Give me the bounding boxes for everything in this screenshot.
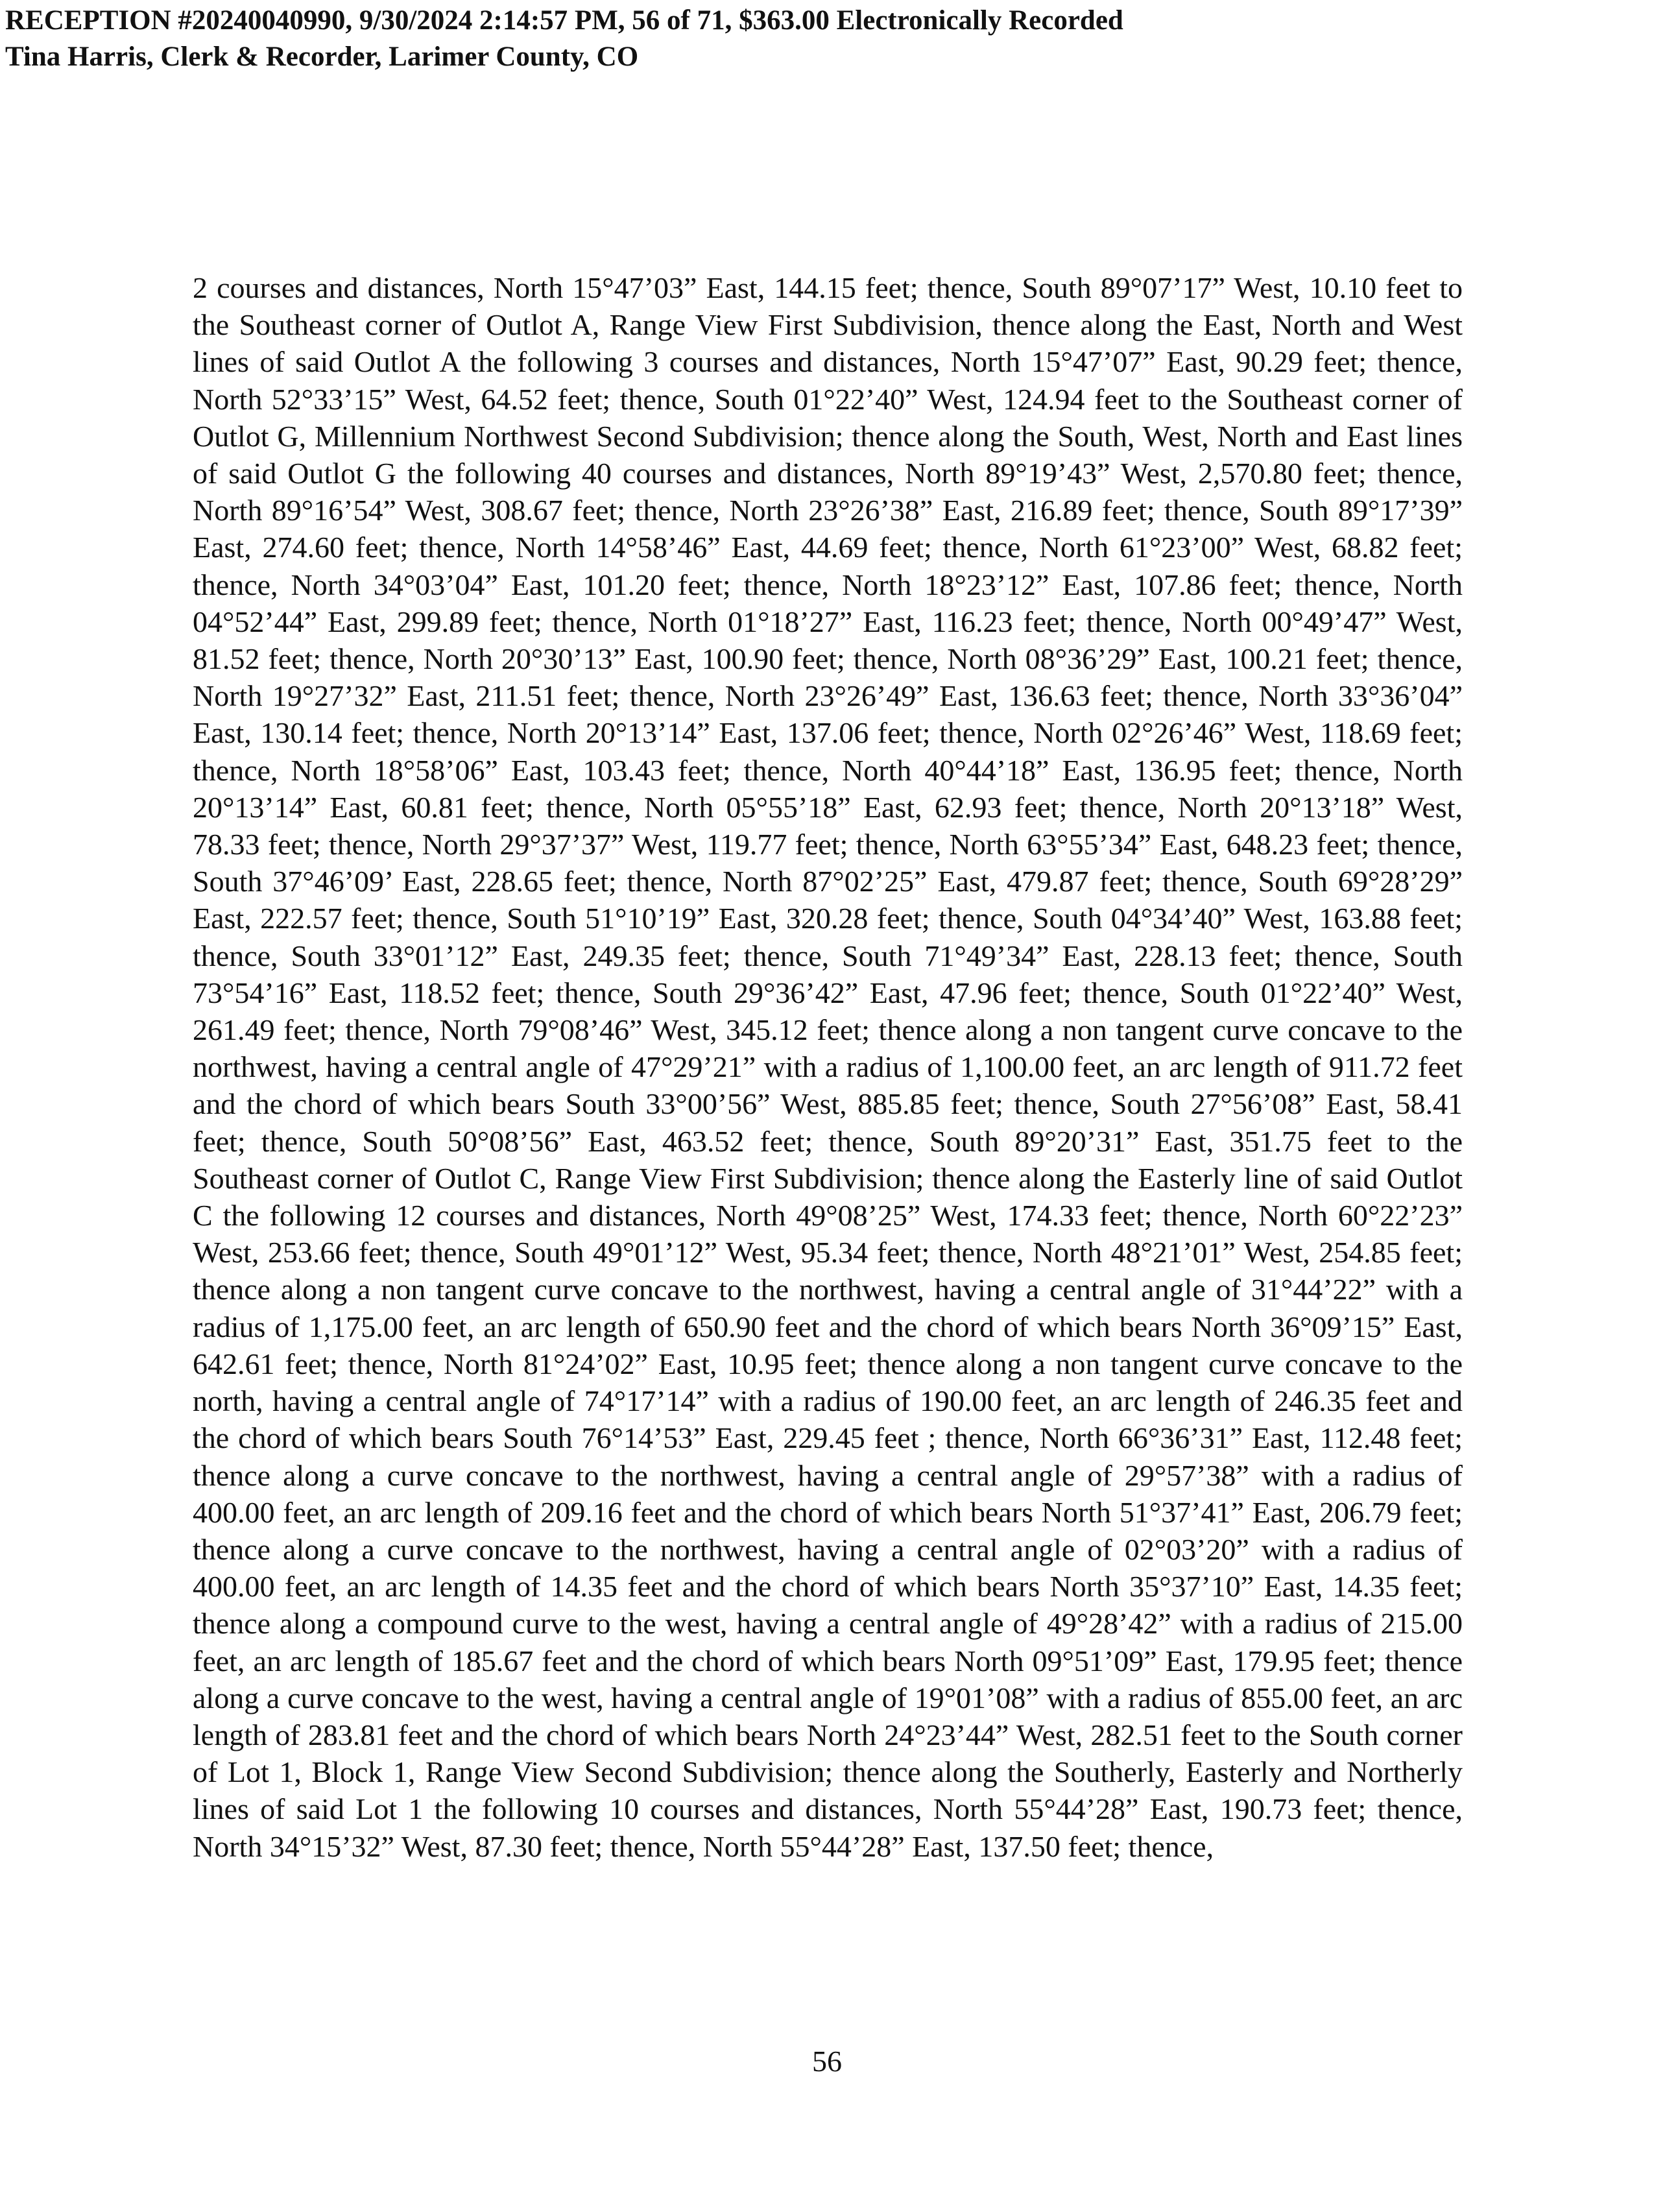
- legal-description-paragraph: 2 courses and distances, North 15°47’03” East, 144.15 feet; thence, South 89°07’17” West, 10.10 feet to the Southeast corner of Outlot A, Range View First Subdivision, thence along the East, North and West lines of said Outlot A the following 3 courses and distances, North 15°47’07” East, 90.29 feet; thence, North 52°33’15” West, 64.52 feet; thence, South 01°22’40” West, 124.94 feet to the Southeast corner of Outlot G, Millennium Northwest Second Subdivision; thence along the South, West, North and East lines of said Outlot G the following 40 courses and distances, North 89°19’43” West, 2,570.80 feet; thence, North 89°16’54” West, 308.67 feet; thence, North 23°26’38” East, 216.89 feet; thence, South 89°17’39” East, 274.60 feet; thence, North 14°58’46” East, 44.69 feet; thence, North 61°23’00” West, 68.82 feet; thence, North 34°03’04” East, 101.20 feet; thence, North 18°23’12” East, 107.86 feet; thence, North 04°52’44” East, 299.89 feet; thence, North 01°18’27” East, 116.23 feet; thence, North 00°49’47” West, 81.52 feet; thence, North 20°30’13” East, 100.90 feet; thence, North 08°36’29” East, 100.21 feet; thence, North 19°27’32” East, 211.51 feet; thence, North 23°26’49” East, 136.63 feet; thence, North 33°36’04” East, 130.14 feet; thence, North 20°13’14” East, 137.06 feet; thence, North 02°26’46” West, 118.69 feet; thence, North 18°58’06” East, 103.43 feet; thence, North 40°44’18” East, 136.95 feet; thence, North 20°13’14” East, 60.81 feet; thence, North 05°55’18” East, 62.93 feet; thence, North 20°13’18” West, 78.33 feet; thence, North 29°37’37” West, 119.77 feet; thence, North 63°55’34” East, 648.23 feet; thence, South 37°46’09’ East, 228.65 feet; thence, North 87°02’25” East, 479.87 feet; thence, South 69°28’29” East, 222.57 feet; thence, South 51°10’19” East, 320.28 feet; thence, South 04°34’40” West, 163.88 feet; thence, South 33°01’12” East, 249.35 feet; thence, South 71°49’34” East, 228.13 feet; thence, South 73°54’16” East, 118.52 feet; thence, South 29°36’42” East, 47.96 feet; thence, South 01°22’40” West, 261.49 feet; thence, North 79°08’46” West, 345.12 feet; thence along a non tangent curve concave to the northwest, having a central angle of 47°29’21” with a radius of 1,100.00 feet, an arc length of 911.72 feet and the chord of which bears South 33°00’56” West, 885.85 feet; thence, South 27°56’08” East, 58.41 feet; thence, South 50°08’56” East, 463.52 feet; thence, South 89°20’31” East, 351.75 feet to the Southeast corner of Outlot C, Range View First Subdivision; thence along the Easterly line of said Outlot C the following 12 courses and distances, North 49°08’25” West, 174.33 feet; thence, North 60°22’23” West, 253.66 feet; thence, South 49°01’12” West, 95.34 feet; thence, North 48°21’01” West, 254.85 feet; thence along a non tangent curve concave to the northwest, having a central angle of 31°44’22” with a radius of 1,175.00 feet, an arc length of 650.90 feet and the chord of which bears North 36°09’15” East, 642.61 feet; thence, North 81°24’02” East, 10.95 feet; thence along a non tangent curve concave to the north, having a central angle of 74°17’14” with a radius of 190.00 feet, an arc length of 246.35 feet and the chord of which bears South 76°14’53” East, 229.45 feet ; thence, North 66°36’31” East, 112.48 feet; thence along a curve concave to the northwest, having a central angle of 29°57’38” with a radius of 400.00 feet, an arc length of 209.16 feet and the chord of which bears North 51°37’41” East, 206.79 feet; thence along a curve concave to the northwest, having a central angle of 02°03’20” with a radius of 400.00 feet, an arc length of 14.35 feet and the chord of which bears North 35°37’10” East, 14.35 feet; thence along a compound curve to the west, having a central angle of 49°28’42” with a radius of 215.00 feet, an arc length of 185.67 feet and the chord of which bears North 09°51’09” East, 179.95 feet; thence along a curve concave to the west, having a central angle of 19°01’08” with a radius of 855.00 feet, an arc length of 283.81 feet and the chord of which bears North 24°23’44” West, 282.51 feet to the South corner of Lot 1, Block 1, Range View Second Subdivision; thence along the Southerly, Easterly and Northerly lines of said Lot 1 the following 10 courses and distances, North 55°44’28” East, 190.73 feet; thence, North 34°15’32” West, 87.30 feet; thence, North 55°44’28” East, 137.50 feet; thence,: [193, 271, 1463, 1863]
- recording-stamp: [5, 3, 1123, 75]
- recording-clerk-line: Tina Harris, Clerk & Recorder, Larimer County, CO: [5, 42, 639, 72]
- recording-reception-line: RECEPTION #20240040990, 9/30/2024 2:14:57 PM, 56 of 71, $363.00 Electronically Recorded: [5, 5, 1123, 36]
- page-number: 56: [812, 2045, 842, 2078]
